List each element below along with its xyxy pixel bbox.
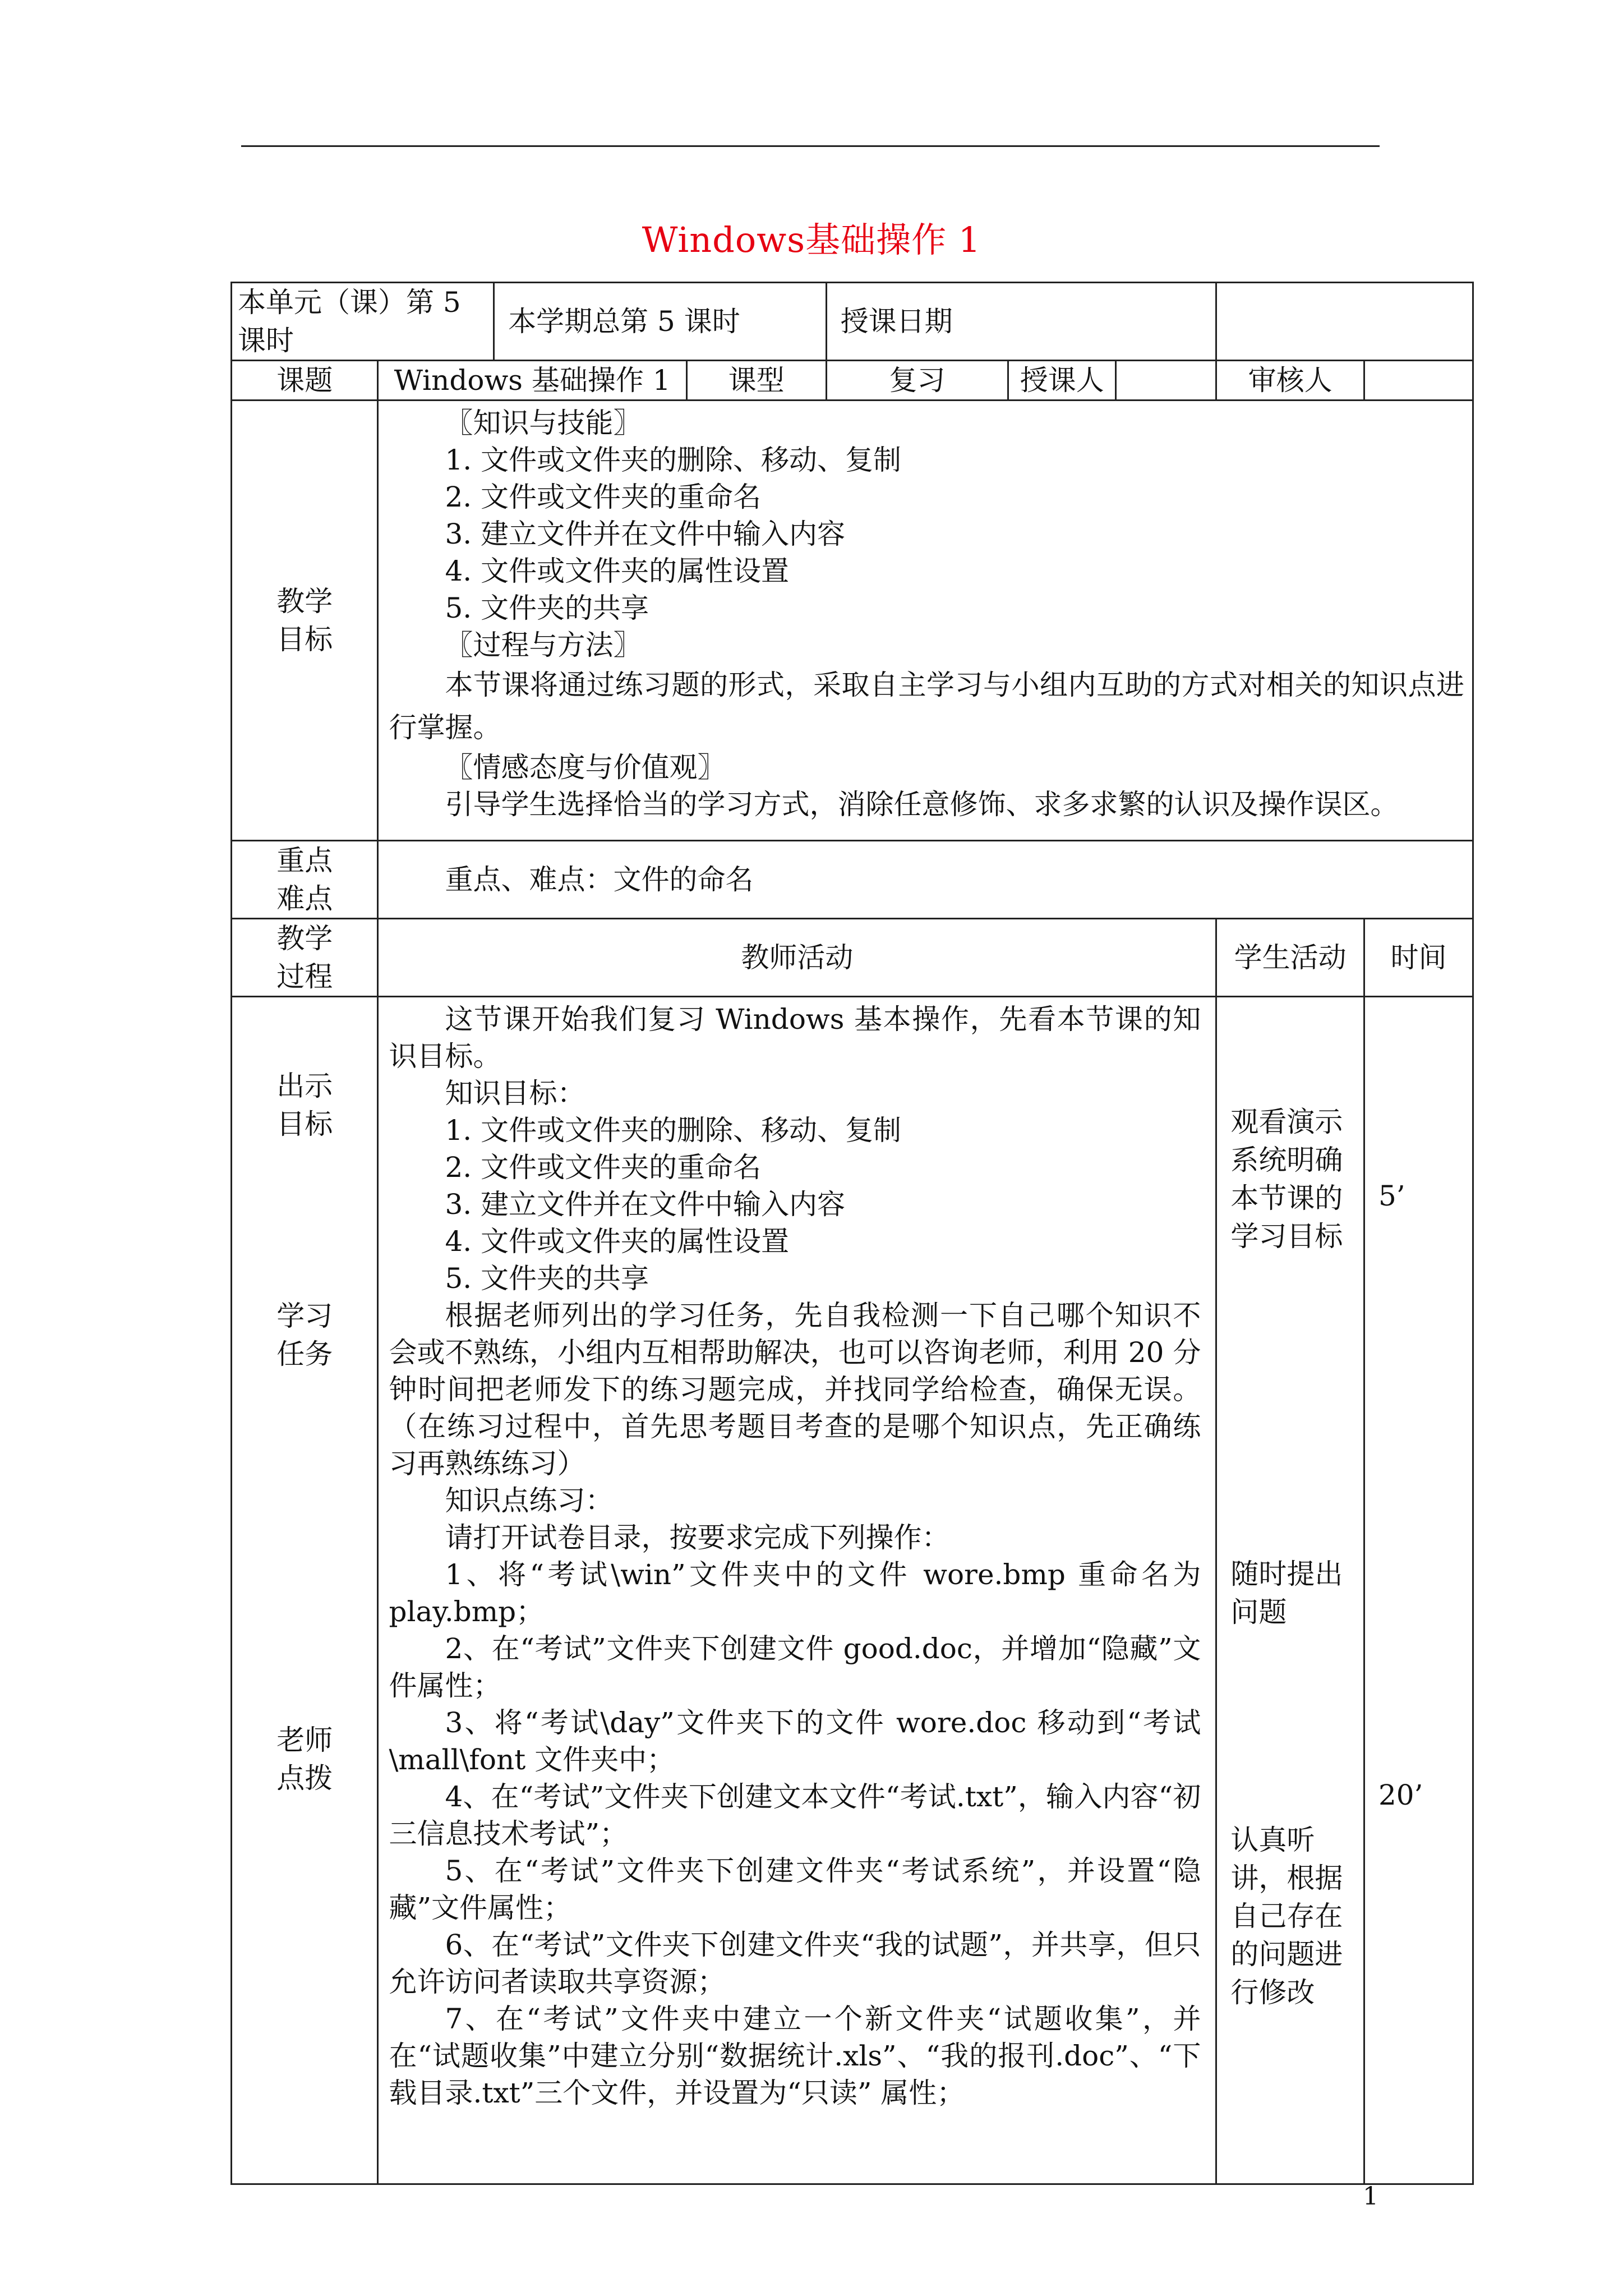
- key-points-row: [232, 841, 1473, 919]
- time-header: 时间: [1364, 919, 1473, 997]
- process-heading: 〖过程与方法〗: [445, 629, 642, 661]
- goal-item: 5. 文件夹的共享: [445, 1262, 649, 1295]
- exercise-item: 5、在“考试”文件夹下创建文件夹“考试系统”，并设置“隐藏”文件属性；: [389, 1855, 1201, 1924]
- student-activity-cell: [1216, 997, 1364, 2184]
- student-activity-item: 认真听讲，根据自己存在的问题进行修改: [1230, 1824, 1343, 2009]
- objectives-content: [378, 401, 1473, 841]
- exercise-item: 3、将“考试\day”文件夹下的文件 wore.doc 移动到“考试\mall\font 文件夹中；: [389, 1706, 1201, 1776]
- student-activity-item: 随时提出问题: [1230, 1558, 1343, 1628]
- process-label: [232, 919, 378, 997]
- type-value: 复习: [826, 361, 1008, 401]
- goal-item: 2. 文件或文件夹的重命名: [445, 1151, 762, 1184]
- stage-show-goals: 出示目标: [276, 1070, 333, 1140]
- reviewer-value: [1364, 361, 1473, 401]
- knowledge-goal-label: 知识目标：: [445, 1077, 585, 1110]
- knowledge-item: 4. 文件或文件夹的属性设置: [445, 555, 790, 587]
- stages-cell: [232, 997, 378, 2184]
- intro-text: 这节课开始我们复习 Windows 基本操作，先看本节课的知识目标。: [389, 1003, 1201, 1073]
- knowledge-item: 5. 文件夹的共享: [445, 592, 649, 624]
- goal-item: 3. 建立文件并在文件中输入内容: [445, 1188, 846, 1221]
- stage-learning-task: 学习任务: [276, 1300, 333, 1370]
- stage-teacher-guidance: 老师点拨: [276, 1724, 333, 1795]
- process-label-text: 教学过程: [276, 922, 333, 993]
- task-text: 根据老师列出的学习任务，先自我检测一下自己哪个知识不会或不熟练，小组内互相帮助解决，也可以咨询老师，利用 20 分钟时间把老师发下的练习题完成，并找同学给检查，确保无误。（在练习过程中，首先思考题目考查的是哪个知识点，先正确练习再熟练练习）: [389, 1299, 1201, 1480]
- header-row: [232, 283, 1473, 361]
- student-activity-header: 学生活动: [1216, 919, 1364, 997]
- key-points-value: 重点、难点：文件的命名: [445, 863, 754, 896]
- process-header-row: [232, 919, 1473, 997]
- exercise-item: 7、在“考试”文件夹中建立一个新文件夹“试题收集”，并在“试题收集”中建立分别“数据统计.xls”、“我的报刊.doc”、“下载目录.txt”三个文件，并设置为“只读” 属性；: [389, 2003, 1201, 2109]
- process-text: 本节课将通过练习题的形式，采取自主学习与小组内互助的方式对相关的知识点进行掌握。: [389, 669, 1464, 744]
- objectives-row: [232, 401, 1473, 841]
- teacher-value: [1116, 361, 1216, 401]
- header-rule: [241, 145, 1380, 147]
- goal-item: 4. 文件或文件夹的属性设置: [445, 1225, 790, 1258]
- topic-label: 课题: [232, 361, 378, 401]
- term-lesson-cell: 本学期总第 5 课时: [494, 283, 826, 361]
- student-activity-item: 观看演示系统明确本节课的学习目标: [1230, 1106, 1343, 1253]
- goal-item: 1. 文件或文件夹的删除、移动、复制: [445, 1114, 902, 1147]
- teacher-activity-content: [378, 997, 1216, 2184]
- knowledge-item: 1. 文件或文件夹的删除、移动、复制: [445, 444, 902, 476]
- exercise-item: 6、在“考试”文件夹下创建文件夹“我的试题”，并共享，但只允许访问者读取共享资源；: [389, 1929, 1201, 1998]
- exercise-item: 1、将“考试\win”文件夹中的文件 wore.bmp 重命名为 play.bmp；: [389, 1558, 1201, 1628]
- lesson-plan-table: [230, 282, 1474, 2185]
- key-points-text: [378, 841, 1473, 919]
- time-value: 20’: [1378, 1779, 1423, 1811]
- page-number: 1: [1363, 2182, 1378, 2211]
- objectives-label: [232, 401, 378, 841]
- reviewer-label: 审核人: [1216, 361, 1364, 401]
- knowledge-item: 3. 建立文件并在文件中输入内容: [445, 518, 846, 550]
- key-points-label: [232, 841, 378, 919]
- emotion-text: 引导学生选择恰当的学习方式，消除任意修饰、求多求繁的认识及操作误区。: [445, 788, 1399, 821]
- key-points-label-text: 重点难点: [276, 844, 333, 915]
- emotion-heading: 〖情感态度与价值观〗: [445, 751, 726, 784]
- topic-value: Windows 基础操作 1: [378, 361, 686, 401]
- practice-intro: 请打开试卷目录，按要求完成下列操作：: [445, 1521, 950, 1554]
- type-label: 课型: [686, 361, 826, 401]
- teacher-activity-header: 教师活动: [378, 919, 1216, 997]
- unit-lesson-cell: 本单元（课）第 5 课时: [232, 283, 494, 361]
- exercise-item: 4、在“考试”文件夹下创建文本文件“考试.txt”，输入内容“初三信息技术考试”；: [389, 1780, 1201, 1850]
- date-value-cell: [1216, 283, 1473, 361]
- process-body-row: [232, 997, 1473, 2184]
- document-title: Windows基础操作 1: [642, 219, 981, 260]
- exercise-item: 2、在“考试”文件夹下创建文件 good.doc，并增加“隐藏”文件属性；: [389, 1632, 1201, 1702]
- time-cell: [1364, 997, 1473, 2184]
- time-value: 5’: [1378, 1180, 1405, 1212]
- knowledge-heading: 〖知识与技能〗: [445, 407, 642, 439]
- objectives-label-text: 教学目标: [276, 585, 333, 656]
- knowledge-item: 2. 文件或文件夹的重命名: [445, 481, 762, 513]
- topic-row: [232, 361, 1473, 401]
- teacher-label: 授课人: [1008, 361, 1116, 401]
- date-label-cell: 授课日期: [826, 283, 1216, 361]
- practice-label: 知识点练习：: [445, 1484, 614, 1517]
